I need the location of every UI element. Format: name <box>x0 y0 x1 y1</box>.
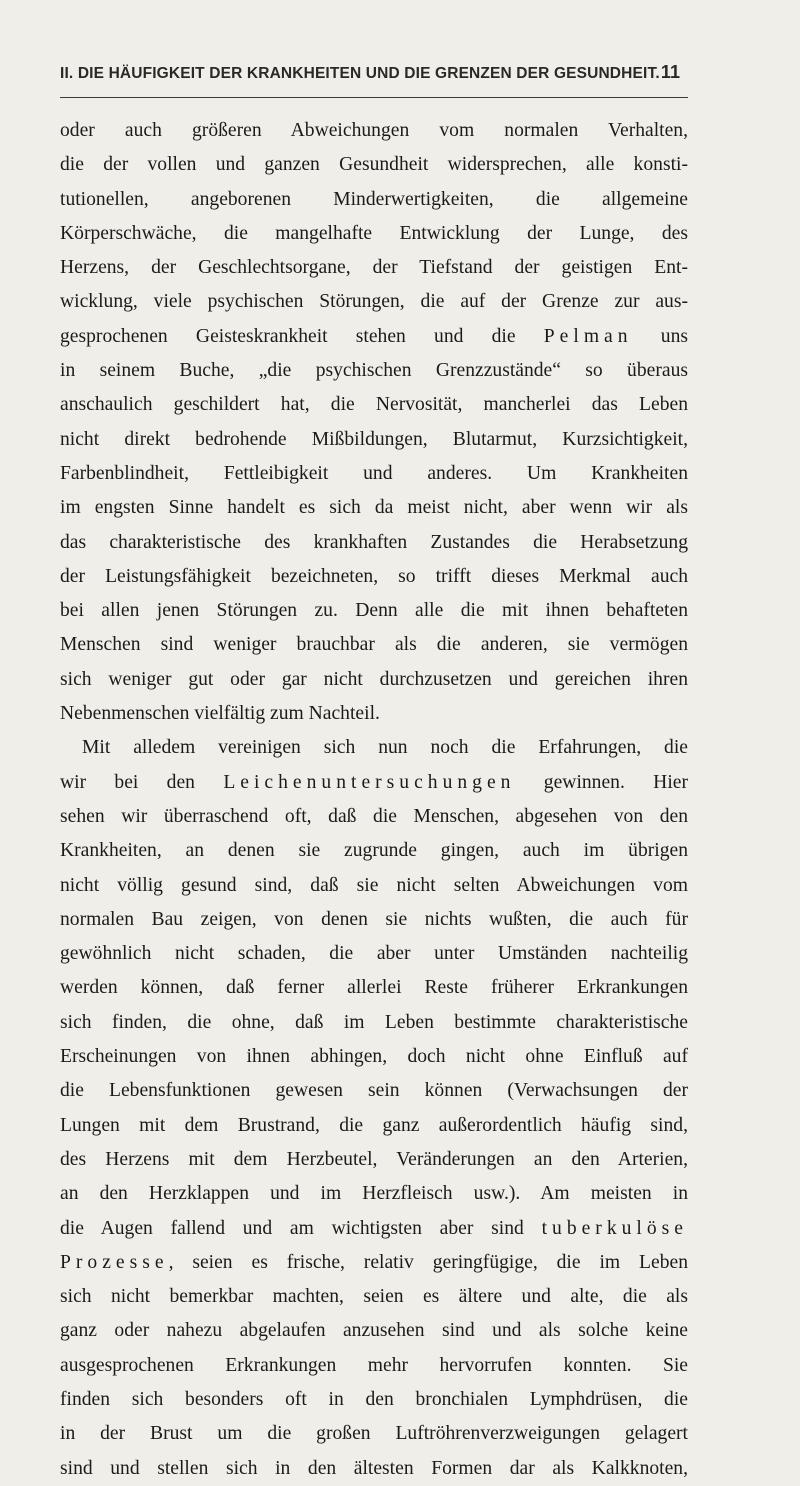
text-line: Erscheinungen von ihnen abhingen, doch nicht ohne Einfluß auf <box>60 1046 688 1068</box>
text-line: Menschen sind weniger brauchbar als die anderen, sie vermögen <box>60 634 688 656</box>
text-line: ausgesprochenen Erkrankungen mehr hervorrufen konnten. Sie <box>60 1354 688 1376</box>
text-line: des Herzens mit dem Herzbeutel, Veränderungen an den Arterien, <box>60 1148 688 1170</box>
line-segment: gesprochenen Geisteskrankheit stehen und die <box>60 325 516 347</box>
running-title: II. DIE HÄUFIGKEIT DER KRANKHEITEN UND DIE GRENZEN DER GESUNDHEIT. <box>60 65 660 82</box>
text-line: finden sich besonders oft in den bronchialen Lymphdrüsen, die <box>60 1388 688 1410</box>
text-line: in seinem Buche, „die psychischen Grenzzustände“ so überaus <box>60 360 688 382</box>
text-line: an den Herzklappen und im Herzfleisch usw.). Am meisten in <box>60 1183 688 1205</box>
text-line: sich nicht bemerkbar machten, seien es ältere und alte, die als <box>60 1286 688 1308</box>
text-line: oder auch größeren Abweichungen vom normalen Verhalten, <box>60 120 688 141</box>
line-segment: , seien es frische, relativ geringfügige, die im Leben <box>168 1251 688 1273</box>
term-prozesse: Prozesse <box>60 1251 169 1273</box>
text-line-pelman <box>60 320 688 354</box>
text-line: sehen wir überraschend oft, daß die Menschen, abgesehen von den <box>60 805 688 827</box>
text-line: anschaulich geschildert hat, die Nervosität, mancherlei das Leben <box>60 394 688 416</box>
text-line: bei allen jenen Störungen zu. Denn alle die mit ihnen behafteten <box>60 600 688 622</box>
text-line-leichen <box>60 766 688 800</box>
text-line: das charakteristische des krankhaften Zustandes die Herabsetzung <box>60 531 688 553</box>
text-line: sich weniger gut oder gar nicht durchzusetzen und gereichen ihren <box>60 668 688 690</box>
author-name-pelman: Pelman <box>543 325 633 347</box>
text-line: die der vollen und ganzen Gesundheit widersprechen, alle konsti- <box>60 154 688 176</box>
text-line: nicht völlig gesund sind, daß sie nicht selten Abweichungen vom <box>60 874 688 896</box>
text-line: in der Brust um die großen Luftröhrenverzweigungen gelagert <box>60 1423 688 1445</box>
text-line: Mit alledem vereinigen sich nun noch die Erfahrungen, die <box>82 737 688 759</box>
text-line: die Lebensfunktionen gewesen sein können (Verwachsungen der <box>60 1080 688 1102</box>
running-header <box>60 62 688 83</box>
text-line: werden können, daß ferner allerlei Reste früherer Erkrankungen <box>60 977 688 999</box>
text-line: ganz oder nahezu abgelaufen anzusehen sind und als solche keine <box>60 1320 688 1342</box>
line-segment: die Augen fallend und am wichtigsten aber sind <box>60 1217 524 1239</box>
text-line-tuberkuloese <box>60 1212 688 1246</box>
term-leichenuntersuchungen: Leichenuntersuchungen <box>223 771 516 793</box>
line-segment: wir bei den <box>60 771 195 793</box>
text-line: Krankheiten, an denen sie zugrunde gingen, auch im übrigen <box>60 840 688 862</box>
text-line: Farbenblindheit, Fettleibigkeit und anderes. Um Krankheiten <box>60 462 688 484</box>
text-line: wicklung, viele psychischen Störungen, die auf der Grenze zur aus- <box>60 291 688 313</box>
text-line: Lungen mit dem Brustrand, die ganz außerordentlich häufig sind, <box>60 1114 688 1136</box>
text-line: gewöhnlich nicht schaden, die aber unter Umständen nachteilig <box>60 943 688 965</box>
text-line: sind und stellen sich in den ältesten Formen dar als Kalkknoten, <box>60 1457 688 1479</box>
text-line: tutionellen, angeborenen Minderwertigkeiten, die allgemeine <box>60 188 688 210</box>
book-page <box>60 0 688 1479</box>
text-line: der Leistungsfähigkeit bezeichneten, so trifft dieses Merkmal auch <box>60 565 688 587</box>
body-text <box>60 114 688 1486</box>
page-number: 11 <box>660 62 681 82</box>
term-tuberkuloese: tuberkulöse <box>541 1217 688 1239</box>
text-line: Nebenmenschen vielfältig zum Nachteil. <box>60 703 380 725</box>
text-line-prozesse <box>60 1246 688 1280</box>
header-rule <box>60 97 688 98</box>
text-line: nicht direkt bedrohende Mißbildungen, Blutarmut, Kurzsichtigkeit, <box>60 428 688 450</box>
text-line: im engsten Sinne handelt es sich da meist nicht, aber wenn wir als <box>60 497 688 519</box>
text-line: Körperschwäche, die mangelhafte Entwicklung der Lunge, des <box>60 222 688 244</box>
text-line: sich finden, die ohne, daß im Leben bestimmte charakteristische <box>60 1011 688 1033</box>
line-segment: gewinnen. Hier <box>543 771 688 793</box>
text-line: Herzens, der Geschlechtsorgane, der Tiefstand der geistigen Ent- <box>60 257 688 279</box>
line-segment: uns <box>660 325 688 347</box>
text-line: normalen Bau zeigen, von denen sie nichts wußten, die auch für <box>60 908 688 930</box>
